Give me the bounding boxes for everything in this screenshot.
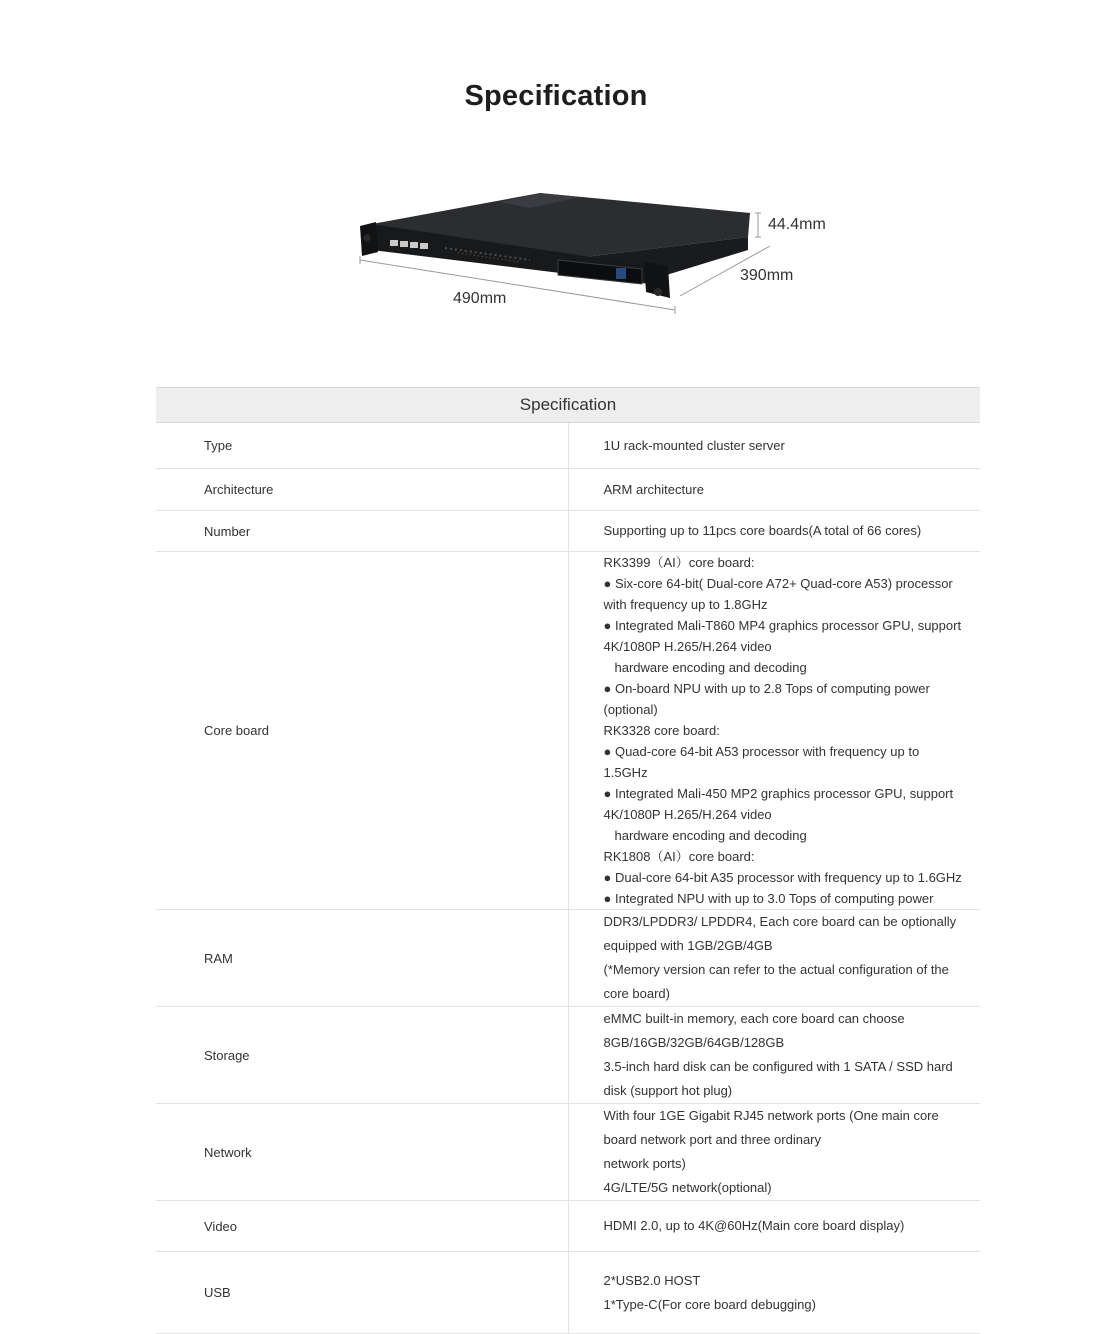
value-line: hardware encoding and decoding [614, 828, 807, 843]
row-label-ram: RAM [156, 910, 568, 1007]
value-line: ARM architecture [603, 481, 704, 497]
spec-table [156, 387, 980, 1334]
dimension-depth-label: 390mm [740, 267, 794, 284]
value-line: RK3328 core board: [603, 723, 720, 738]
value-line: ● Quad-core 64-bit A53 processor with frequency up to 1.5GHz [603, 744, 920, 780]
value-line: 1U rack-mounted cluster server [603, 437, 785, 453]
row-label-number: Number [156, 511, 568, 552]
value-line: ● Six-core 64-bit( Dual-core A72+ Quad-core A53) processor with frequency up to 1.8GHz [603, 576, 953, 612]
row-value-usb [568, 1252, 980, 1334]
row-label-core-board: Core board [156, 552, 568, 910]
value-line: ● Integrated Mali-450 MP2 graphics processor GPU, support 4K/1080P H.265/H.264 video [603, 786, 954, 822]
row-value-number [568, 511, 980, 552]
table-row [156, 1252, 980, 1334]
value-line: 1*Type-C(For core board debugging) [603, 1296, 816, 1312]
table-row [156, 1104, 980, 1201]
table-row [156, 511, 980, 552]
value-line: 3.5-inch hard disk can be configured with 1 SATA / SSD hard disk (support hot plug) [603, 1059, 953, 1098]
row-value-type [568, 423, 980, 469]
value-line: (*Memory version can refer to the actual configuration of the core board) [603, 962, 949, 1001]
row-value-network [568, 1104, 980, 1201]
value-line: 4G/LTE/5G network(optional) [603, 1180, 772, 1195]
row-label-architecture: Architecture [156, 469, 568, 511]
value-line: ● Integrated Mali-T860 MP4 graphics processor GPU, support 4K/1080P H.265/H.264 video [603, 618, 962, 654]
value-line: hardware encoding and decoding [614, 660, 807, 675]
value-line: Supporting up to 11pcs core boards(A total of 66 cores) [603, 523, 922, 538]
row-label-network: Network [156, 1104, 568, 1201]
server-product-image [350, 180, 826, 320]
table-row [156, 1201, 980, 1252]
value-line: With four 1GE Gigabit RJ45 network ports (One main core board network port and three ordinary [603, 1108, 939, 1147]
row-value-storage [568, 1007, 980, 1104]
value-line: ● Dual-core 64-bit A35 processor with frequency up to 1.6GHz [603, 870, 962, 885]
table-row [156, 552, 980, 910]
dimension-width-label: 490mm [453, 290, 507, 307]
value-line: 2*USB2.0 HOST [603, 1272, 701, 1288]
value-line: RK3399（AI）core board: [603, 555, 755, 570]
row-value-core-board [568, 552, 980, 910]
value-line: DDR3/LPDDR3/ LPDDR4, Each core board can be optionally equipped with 1GB/2GB/4GB [603, 914, 957, 953]
row-label-type: Type [156, 423, 568, 469]
table-row [156, 469, 980, 511]
value-line: ● On-board NPU with up to 2.8 Tops of computing power (optional) [603, 681, 930, 717]
value-line: eMMC built-in memory, each core board can choose 8GB/16GB/32GB/64GB/128GB [603, 1011, 905, 1050]
row-value-architecture [568, 469, 980, 511]
row-value-video [568, 1201, 980, 1252]
page-title: Specification [464, 80, 648, 112]
table-row [156, 1007, 980, 1104]
row-label-storage: Storage [156, 1007, 568, 1104]
rack-server-illustration [350, 180, 826, 320]
value-line: HDMI 2.0, up to 4K@60Hz(Main core board display) [603, 1218, 905, 1233]
row-label-usb: USB [156, 1252, 568, 1334]
spec-table-header: Specification [156, 388, 980, 423]
row-label-video: Video [156, 1201, 568, 1252]
table-row [156, 423, 980, 469]
table-row [156, 910, 980, 1007]
value-line: ● Integrated NPU with up to 3.0 Tops of computing power [603, 891, 934, 906]
value-line: RK1808（AI）core board: [603, 849, 755, 864]
dimension-height-label: 44.4mm [768, 216, 826, 233]
value-line: network ports) [603, 1156, 686, 1171]
row-value-ram [568, 910, 980, 1007]
spec-table-header-row [156, 388, 980, 423]
